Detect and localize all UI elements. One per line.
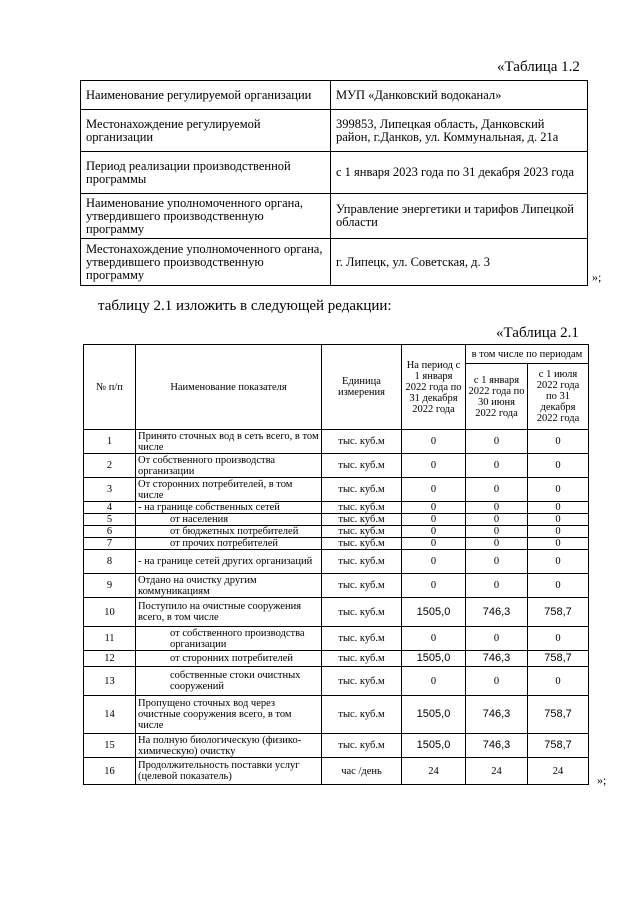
row-total: 1505,0 (402, 734, 466, 758)
row-h2: 0 (528, 526, 589, 538)
row-value: 399853, Липецкая область, Данковский район, г.Данков, ул. Коммунальная, д. 21а (331, 110, 588, 152)
row-name: собственные стоки очистных сооружений (136, 667, 322, 696)
row-h1: 0 (466, 514, 528, 526)
row-total: 1505,0 (402, 598, 466, 627)
table-1-2-caption: «Таблица 1.2 (497, 59, 580, 75)
table-row (84, 734, 589, 758)
row-label: Наименование регулируемой организации (81, 81, 331, 110)
row-num: 7 (84, 538, 136, 550)
row-unit: тыс. куб.м (322, 538, 402, 550)
row-total: 0 (402, 430, 466, 454)
row-total: 0 (402, 526, 466, 538)
row-num: 8 (84, 550, 136, 574)
row-h1: 0 (466, 550, 528, 574)
row-unit: тыс. куб.м (322, 514, 402, 526)
row-value: МУП «Данковский водоканал» (331, 81, 588, 110)
row-num: 14 (84, 696, 136, 734)
row-unit: тыс. куб.м (322, 598, 402, 627)
row-label: Период реализации производственной программы (81, 152, 331, 194)
header-period: На период с 1 января 2022 года по 31 декабря 2022 года (402, 345, 466, 430)
row-total: 0 (402, 538, 466, 550)
row-h1: 746,3 (466, 696, 528, 734)
row-total: 0 (402, 627, 466, 651)
row-name: Отдано на очистку другим коммуникациям (136, 574, 322, 598)
row-name: На полную биологическую (физико-химическую) очистку (136, 734, 322, 758)
table-row (84, 667, 589, 696)
table-row (81, 110, 588, 152)
row-total: 0 (402, 574, 466, 598)
row-num: 4 (84, 502, 136, 514)
row-h1: 0 (466, 430, 528, 454)
header-p2: с 1 июля 2022 года по 31 декабря 2022 года (528, 364, 589, 430)
row-h1: 0 (466, 667, 528, 696)
row-h2: 758,7 (528, 734, 589, 758)
row-label: Наименование уполномоченного органа, утвердившего производственную программу (81, 194, 331, 239)
row-total: 0 (402, 502, 466, 514)
table-row (81, 81, 588, 110)
table-row (84, 651, 589, 667)
table-row (84, 627, 589, 651)
row-total: 0 (402, 514, 466, 526)
table-row (84, 502, 589, 514)
header-unit: Единица измерения (322, 345, 402, 430)
table-row (84, 526, 589, 538)
table-row (84, 430, 589, 454)
row-unit: тыс. куб.м (322, 526, 402, 538)
row-value: г. Липецк, ул. Советская, д. 3 (331, 239, 588, 286)
row-unit: час /день (322, 758, 402, 785)
row-h1: 746,3 (466, 598, 528, 627)
row-unit: тыс. куб.м (322, 696, 402, 734)
instruction-text: таблицу 2.1 изложить в следующей редакции: (98, 298, 392, 314)
row-unit: тыс. куб.м (322, 667, 402, 696)
row-name: - на границе собственных сетей (136, 502, 322, 514)
table-row (84, 454, 589, 478)
header-num: № п/п (84, 345, 136, 430)
row-h2: 0 (528, 627, 589, 651)
row-name: от населения (136, 514, 322, 526)
header-incl: в том числе по периодам (466, 345, 589, 364)
row-label: Местонахождение уполномоченного органа, утвердившего производственную программу (81, 239, 331, 286)
row-h1: 0 (466, 538, 528, 550)
row-name: Пропущено сточных вод через очистные сооружения всего, в том числе (136, 696, 322, 734)
row-h2: 758,7 (528, 598, 589, 627)
row-value: Управление энергетики и тарифов Липецкой области (331, 194, 588, 239)
row-unit: тыс. куб.м (322, 574, 402, 598)
row-h2: 0 (528, 502, 589, 514)
table-2-1-caption: «Таблица 2.1 (496, 325, 579, 341)
row-name: от прочих потребителей (136, 538, 322, 550)
table-2-1-closing: »; (597, 773, 607, 787)
row-unit: тыс. куб.м (322, 454, 402, 478)
row-unit: тыс. куб.м (322, 651, 402, 667)
row-num: 10 (84, 598, 136, 627)
row-h1: 0 (466, 574, 528, 598)
row-num: 1 (84, 430, 136, 454)
row-num: 11 (84, 627, 136, 651)
row-h2: 24 (528, 758, 589, 785)
table-row (84, 478, 589, 502)
row-unit: тыс. куб.м (322, 550, 402, 574)
row-name: - на границе сетей других организаций (136, 550, 322, 574)
row-h2: 0 (528, 478, 589, 502)
row-h2: 0 (528, 430, 589, 454)
table-2-1 (83, 344, 589, 785)
row-name: От собственного производства организации (136, 454, 322, 478)
row-unit: тыс. куб.м (322, 430, 402, 454)
row-h1: 746,3 (466, 734, 528, 758)
table-row (84, 696, 589, 734)
row-h1: 24 (466, 758, 528, 785)
table-row (84, 514, 589, 526)
row-h2: 0 (528, 550, 589, 574)
row-num: 16 (84, 758, 136, 785)
table-row (84, 598, 589, 627)
row-num: 15 (84, 734, 136, 758)
row-num: 9 (84, 574, 136, 598)
row-h2: 758,7 (528, 651, 589, 667)
table-row (81, 152, 588, 194)
row-num: 3 (84, 478, 136, 502)
table-row (84, 574, 589, 598)
row-total: 0 (402, 550, 466, 574)
table-row (84, 550, 589, 574)
row-h1: 746,3 (466, 651, 528, 667)
row-unit: тыс. куб.м (322, 627, 402, 651)
row-name: от сторонних потребителей (136, 651, 322, 667)
row-total: 0 (402, 454, 466, 478)
row-h1: 0 (466, 478, 528, 502)
table-row (84, 758, 589, 785)
row-h1: 0 (466, 502, 528, 514)
row-num: 6 (84, 526, 136, 538)
row-unit: тыс. куб.м (322, 734, 402, 758)
row-unit: тыс. куб.м (322, 502, 402, 514)
row-total: 1505,0 (402, 696, 466, 734)
row-num: 12 (84, 651, 136, 667)
table-1-2 (80, 80, 588, 286)
row-total: 24 (402, 758, 466, 785)
row-label: Местонахождение регулируемой организации (81, 110, 331, 152)
row-h2: 758,7 (528, 696, 589, 734)
row-num: 13 (84, 667, 136, 696)
table-1-2-closing: »; (592, 270, 602, 284)
row-name: Поступило на очистные сооружения всего, в том числе (136, 598, 322, 627)
row-name: От сторонних потребителей, в том числе (136, 478, 322, 502)
row-total: 1505,0 (402, 651, 466, 667)
header-p1: с 1 января 2022 года по 30 июня 2022 года (466, 364, 528, 430)
row-h2: 0 (528, 514, 589, 526)
row-name: Продолжительность поставки услуг (целевой показатель) (136, 758, 322, 785)
row-h1: 0 (466, 454, 528, 478)
row-num: 2 (84, 454, 136, 478)
row-name: от бюджетных потребителей (136, 526, 322, 538)
row-h1: 0 (466, 526, 528, 538)
row-h1: 0 (466, 627, 528, 651)
row-h2: 0 (528, 667, 589, 696)
row-h2: 0 (528, 538, 589, 550)
row-h2: 0 (528, 454, 589, 478)
row-total: 0 (402, 478, 466, 502)
row-name: Принято сточных вод в сеть всего, в том числе (136, 430, 322, 454)
table-row (81, 194, 588, 239)
row-name: от собственного производства организации (136, 627, 322, 651)
table-row (84, 538, 589, 550)
row-h2: 0 (528, 574, 589, 598)
row-unit: тыс. куб.м (322, 478, 402, 502)
header-name: Наименование показателя (136, 345, 322, 430)
table-row (81, 239, 588, 286)
row-total: 0 (402, 667, 466, 696)
row-num: 5 (84, 514, 136, 526)
row-value: с 1 января 2023 года по 31 декабря 2023 года (331, 152, 588, 194)
